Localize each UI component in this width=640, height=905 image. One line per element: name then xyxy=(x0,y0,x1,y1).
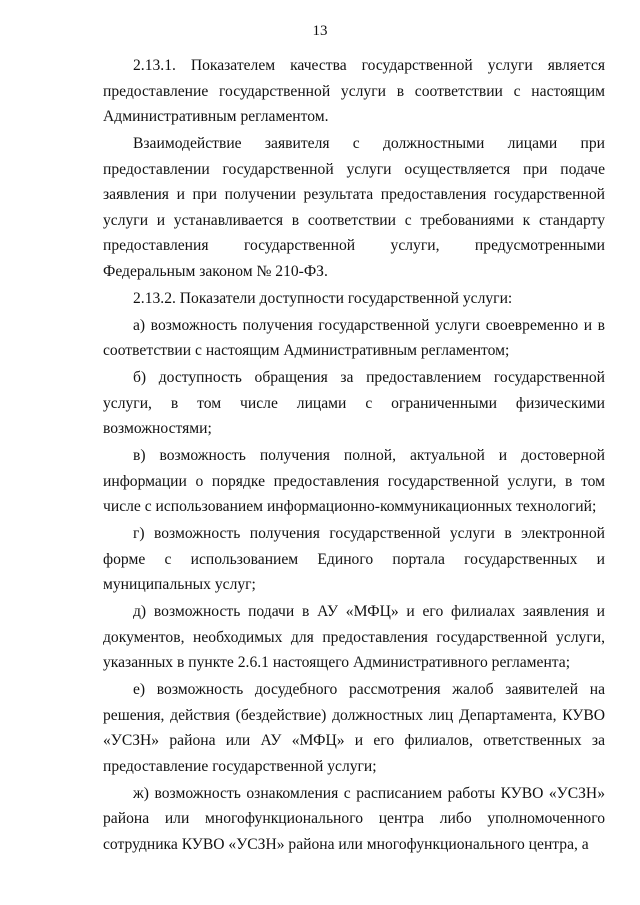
list-item-a: а) возможность получения государственной услуги своевременно и в соответствии с настоящим Административным регламентом; xyxy=(103,316,605,359)
list-item-zh: ж) возможность ознакомления с расписанием работы КУВО «УСЗН» района или многофункционального центра либо уполномоченного сотрудника КУВО «УСЗН» района или многофункционального центра, а xyxy=(103,784,605,853)
list-item-d: д) возможность подачи в АУ «МФЦ» и его филиалах заявления и документов, необходимых для предоставления государственной услуги, указанных в пункте 2.6.1 настоящего Административного регламента; xyxy=(103,603,605,671)
list-item-e: е) возможность досудебного рассмотрения жалоб заявителей на решения, действия (бездействие) должностных лиц Департамента, КУВО «УСЗН» района или АУ «МФЦ» и его филиалов, ответственных за предоставление государственной услуги; xyxy=(103,681,605,775)
list-item-g: г) возможность получения государственной услуги в электронной форме с использованием Единого портала государственных и муниципальных услуг; xyxy=(103,525,605,593)
page-number: 13 xyxy=(312,23,328,39)
paragraph-2-13-2: 2.13.2. Показатели доступности государственной услуги: xyxy=(133,289,513,307)
document-body xyxy=(103,53,605,857)
paragraph-2-13-1: 2.13.1. Показателем качества государственной услуги является предоставление государственной услуги в соответствии с настоящим Административным регламентом. xyxy=(103,57,605,125)
paragraph-interaction: Взаимодействие заявителя с должностными лицами при предоставлении государственной услуги осуществляется при подаче заявления и при получении результата предоставления государственной услуги и устанавливается в соответствии с требованиями к стандарту предоставления государственной услуги, предусмотренными Федеральным законом № 210-ФЗ. xyxy=(103,135,605,280)
list-item-b: б) доступность обращения за предоставлением государственной услуги, в том числе лицами с ограниченными физическими возможностями; xyxy=(103,369,605,437)
list-item-v: в) возможность получения полной, актуальной и достоверной информации о порядке предоставления государственной услуги, в том числе с использованием информационно-коммуникационных технологий; xyxy=(103,447,605,515)
